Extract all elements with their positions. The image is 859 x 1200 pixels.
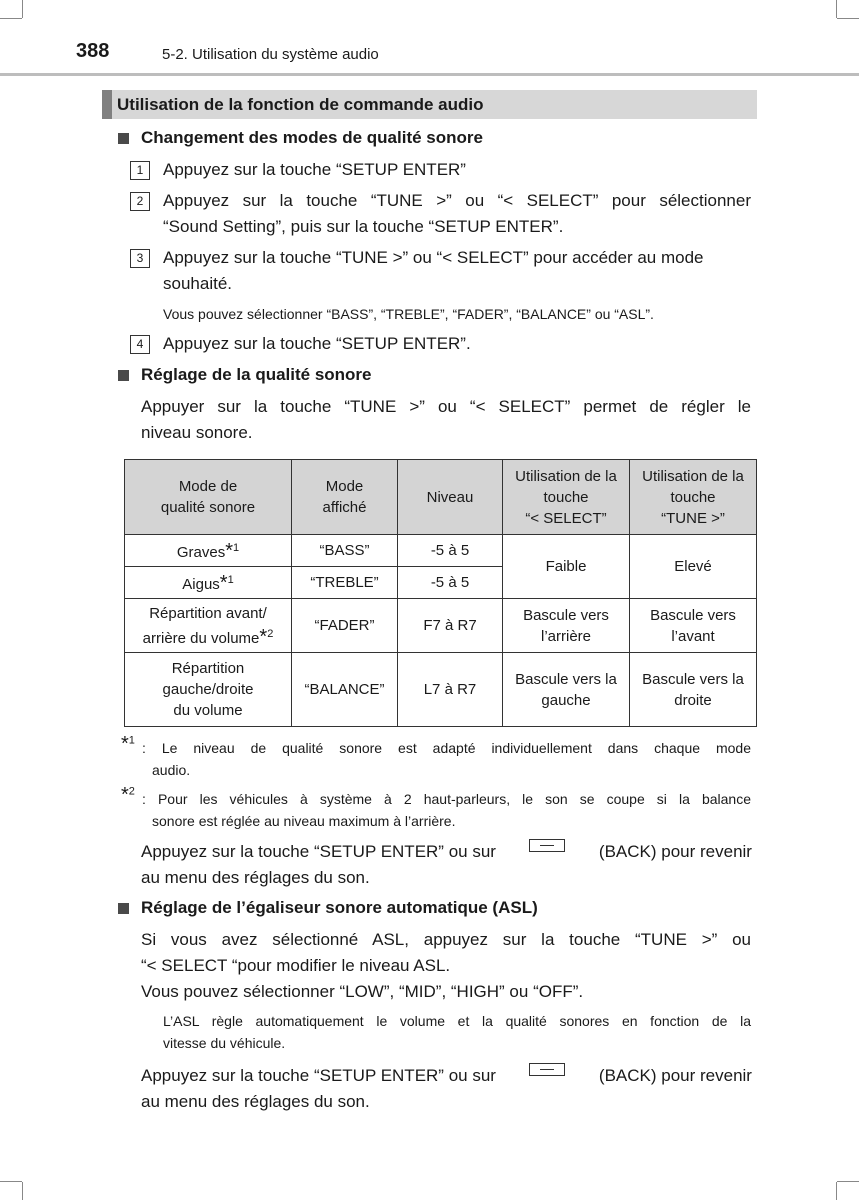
return-instruction-2: [141, 1063, 752, 1089]
square-bullet-icon: [118, 370, 129, 381]
step-number-4: 4: [130, 335, 150, 354]
subheading-adjust: Réglage de la qualité sonore: [141, 365, 372, 384]
footnote-1-marker: [121, 733, 135, 756]
footnote-mark: *: [225, 540, 234, 562]
table-cell: [125, 535, 292, 567]
table-cell: -5 à 5: [398, 535, 503, 567]
cell-text: arrière du volume: [142, 629, 260, 647]
step-2-line-2: “Sound Setting”, puis sur la touche “SETUP ENTER”.: [163, 217, 564, 236]
header-cell: [503, 460, 630, 535]
page-number: 388: [76, 40, 110, 62]
crop-mark: [22, 0, 23, 18]
header-text: touche: [670, 488, 716, 506]
asl-line-3: Vous pouvez sélectionner “LOW”, “MID”, “HIGH” ou “OFF”.: [141, 982, 584, 1001]
step-1-text: Appuyez sur la touche “SETUP ENTER”: [163, 160, 466, 179]
cell-text: Graves: [176, 544, 226, 561]
step-3-line-1: Appuyez sur la touche “TUNE >” ou “< SELECT” pour accéder au mode: [163, 248, 704, 267]
sound-mode-table: [124, 459, 757, 727]
header-cell: [630, 460, 757, 535]
table-cell: [125, 567, 292, 599]
adjust-line-1: Appuyer sur la touche “TUNE >” ou “< SELECT” permet de régler le: [141, 397, 751, 416]
footnote-mark: *: [219, 572, 228, 594]
header-text: affiché: [322, 499, 367, 516]
table-cell: “TREBLE”: [292, 567, 398, 599]
cell-text: l’avant: [671, 627, 715, 645]
footnote-1-line-2: audio.: [152, 762, 191, 778]
header-cell: [292, 460, 398, 535]
cell-text: du volume: [173, 702, 243, 719]
crop-mark: [836, 0, 837, 18]
subheading-asl: Réglage de l’égaliseur sonore automatique (ASL): [141, 898, 538, 917]
header-rule: [0, 73, 859, 76]
table-row: [125, 653, 757, 727]
step-3-line-2: souhaité.: [163, 274, 232, 293]
table-row: [125, 535, 757, 567]
asl-note-line-2: vitesse du véhicule.: [163, 1035, 286, 1051]
header-text: Mode: [325, 478, 364, 495]
footnote-mark: *: [259, 625, 268, 648]
back-button-icon: [529, 839, 565, 852]
crop-mark: [837, 18, 859, 19]
cell-text: Répartition avant/: [149, 604, 267, 622]
square-bullet-icon: [118, 903, 129, 914]
header-text: Utilisation de la: [515, 467, 617, 485]
table-cell: [125, 599, 292, 653]
step-4-text: Appuyez sur la touche “SETUP ENTER”.: [163, 334, 471, 353]
table-cell: [125, 653, 292, 727]
crop-mark: [837, 1181, 859, 1182]
cell-text: gauche/droite: [162, 681, 254, 698]
asl-note-line-1: L’ASL règle automatiquement le volume et la qualité sonores en fonction de la: [163, 1013, 751, 1029]
header-text: Mode de: [178, 478, 238, 495]
header-text: qualité sonore: [160, 499, 256, 516]
cell-text: Aigus: [182, 576, 220, 593]
table-cell-merged: Faible: [503, 535, 630, 599]
footnote-number: 1: [227, 574, 234, 586]
step-number-3: 3: [130, 249, 150, 268]
return-text: Appuyez sur la touche “SETUP ENTER” ou sur: [141, 1066, 496, 1085]
footnote-number: 1: [128, 734, 135, 747]
footnote-mark: *: [121, 733, 129, 755]
footnote-number: 1: [233, 542, 240, 554]
footnote-1-line-1: : Le niveau de qualité sonore est adapté individuellement dans chaque mode: [142, 740, 751, 756]
table-cell: [503, 653, 630, 727]
section-label: 5-2. Utilisation du système audio: [162, 46, 379, 63]
cell-text: Bascule vers la: [642, 670, 744, 688]
table-cell: -5 à 5: [398, 567, 503, 599]
crop-mark: [22, 1182, 23, 1200]
crop-mark: [0, 18, 22, 19]
step-number-2: 2: [130, 192, 150, 211]
footnote-2-line-2: sonore est réglée au niveau maximum à l’arrière.: [152, 813, 456, 829]
table-cell: [503, 599, 630, 653]
cell-text: gauche: [541, 691, 591, 709]
asl-line-1: Si vous avez sélectionné ASL, appuyez sur la touche “TUNE >” ou: [141, 930, 751, 949]
table-cell: “FADER”: [292, 599, 398, 653]
footnote-2-line-1: : Pour les véhicules à système à 2 haut-parleurs, le son se coupe si la balance: [142, 791, 751, 807]
section-accent: [102, 90, 112, 119]
step-3-note: Vous pouvez sélectionner “BASS”, “TREBLE”, “FADER”, “BALANCE” ou “ASL”.: [163, 306, 654, 322]
return-instruction-1: [141, 839, 752, 865]
return-instruction-2-line-2: au menu des réglages du son.: [141, 1092, 370, 1111]
table-cell: [630, 599, 757, 653]
subheading-quality-modes: Changement des modes de qualité sonore: [141, 128, 483, 147]
square-bullet-icon: [118, 133, 129, 144]
cell-text: Bascule vers: [523, 606, 609, 624]
footnote-number: 2: [128, 785, 135, 798]
cell-text: l’arrière: [540, 627, 591, 645]
section-title-bar: [102, 90, 757, 119]
table-row: [125, 599, 757, 653]
return-text: (BACK) pour revenir: [598, 842, 752, 861]
header-cell: [125, 460, 292, 535]
step-2-line-1: Appuyez sur la touche “TUNE >” ou “< SELECT” pour sélectionner: [163, 191, 751, 210]
section-title: Utilisation de la fonction de commande audio: [117, 95, 484, 114]
crop-mark: [0, 1181, 22, 1182]
step-number-1: 1: [130, 161, 150, 180]
return-instruction-1-line-2: au menu des réglages du son.: [141, 868, 370, 887]
table-cell: “BALANCE”: [292, 653, 398, 727]
table-header-row: [125, 460, 757, 535]
cell-text: Bascule vers: [650, 606, 736, 624]
header-text: “< SELECT”: [525, 509, 607, 527]
cell-text: droite: [674, 691, 712, 709]
cell-text: Bascule vers la: [515, 670, 617, 688]
table-cell: [630, 653, 757, 727]
header-text: Niveau: [426, 488, 474, 506]
header-cell: [398, 460, 503, 535]
crop-mark: [836, 1182, 837, 1200]
return-text: Appuyez sur la touche “SETUP ENTER” ou sur: [141, 842, 496, 861]
header-text: “TUNE >”: [661, 509, 725, 527]
table-cell-merged: Elevé: [630, 535, 757, 599]
header-text: Utilisation de la: [642, 467, 744, 485]
table-cell: F7 à R7: [398, 599, 503, 653]
cell-text: Répartition: [171, 660, 245, 677]
footnote-2-marker: [121, 784, 135, 807]
asl-line-2: “< SELECT “pour modifier le niveau ASL.: [141, 956, 451, 975]
table-cell: L7 à R7: [398, 653, 503, 727]
header-text: touche: [543, 488, 589, 506]
table-cell: “BASS”: [292, 535, 398, 567]
back-button-icon: [529, 1063, 565, 1076]
footnote-mark: *: [121, 784, 129, 806]
adjust-line-2: niveau sonore.: [141, 423, 253, 442]
return-text: (BACK) pour revenir: [598, 1066, 752, 1085]
footnote-number: 2: [267, 627, 274, 640]
